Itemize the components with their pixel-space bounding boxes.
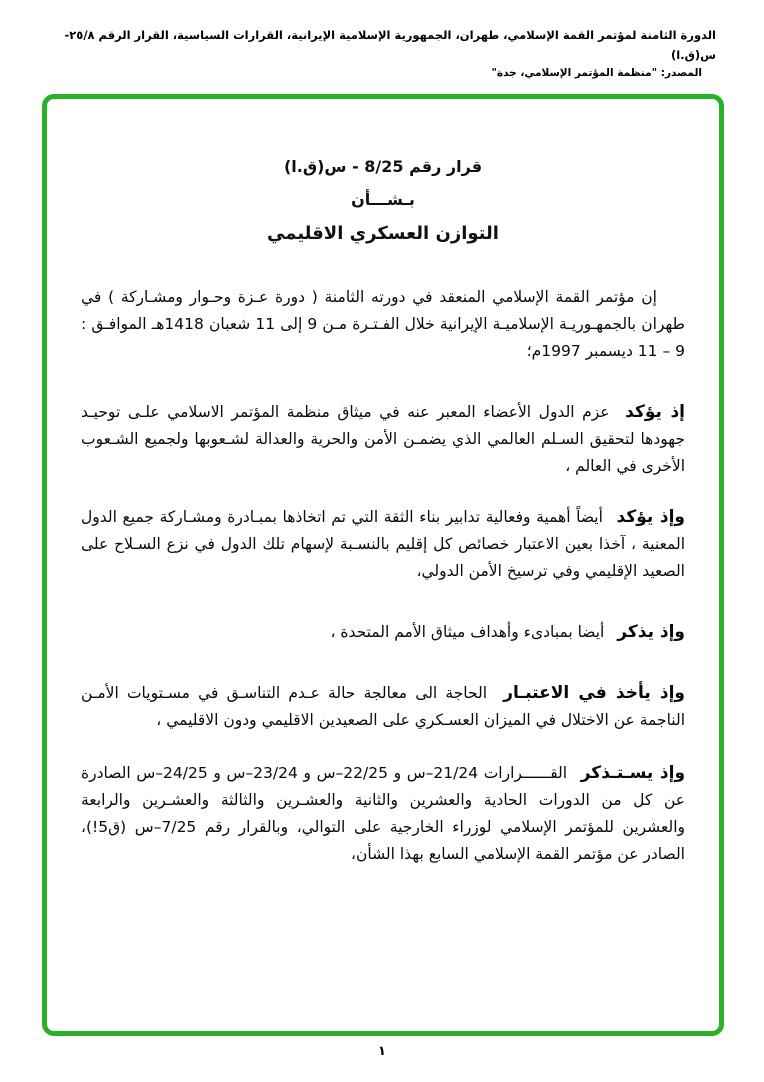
- clause-lead: إذ يؤكد: [625, 402, 685, 422]
- clause-lead: وإذ يؤكد: [616, 507, 685, 527]
- paragraph-clause: [81, 760, 685, 868]
- resolution-number-title: قرار رقم 8/25 - س(ق.ا): [283, 157, 483, 176]
- clause-lead: وإذ يذكر: [617, 622, 685, 642]
- header-citation-line: الدورة الثامنة لمؤتمر القمة الإسلامي، طهران، الجمهورية الإسلامية الإيرانية، القرارات السياسية، القرار الرقم ٢٥/٨-س(ق.ا): [64, 28, 716, 62]
- document-header: [0, 0, 764, 79]
- paragraph-text: الحاجة الى معالجة حالة عـدم التناسـق في مسـتويات الأمـن الناجمة عن الاختلال في الميزان العسـكري على الصعيدين الاقليمي ودون الاقليمي ،: [81, 684, 685, 729]
- paragraph-clause: [81, 619, 685, 646]
- paragraph-text: القــــــرارات 21/24–س و 22/25–س و 23/24–س و 24/25–س الصادرة عن كل من الدورات الحادية والعشرين والثانية والعشـرين والثالثة والعشـرين والرابعة والعشرين للمؤتمر الإسلامي لوزراء الخارجية على التوالي، وبالقرار رقم 7/25–س (ق5!)، الصادر عن مؤتمر القمة الإسلامي السابع بهذا الشأن،: [81, 764, 686, 863]
- paragraph-preamble: [81, 284, 685, 365]
- paragraph-clause: [81, 680, 685, 734]
- clause-lead: وإذ يسـتـذكر: [580, 763, 686, 783]
- paragraph-text: أيضا بمبادىء وأهداف ميثاق الأمم المتحدة ،: [330, 623, 605, 641]
- page-footer: [0, 1044, 764, 1059]
- header-source-line: المصدر: "منظمة المؤتمر الإسلامي، جدة": [491, 67, 702, 80]
- paragraph-text: أيضاً أهمية وفعالية تدابير بناء الثقة التي تم اتخاذها بمبـادرة ومشـاركة جميع الدول المعنية ، آخذا بعين الاعتبار خصائص كل إقليم بالنسـبة لإسهام تلك الدول في نزع السـلاح على الصعيد الإقليمي وفي ترسيخ الأمن الدولي،: [81, 508, 685, 580]
- paragraph-text: عزم الدول الأعضاء المعبر عنه في ميثاق منظمة المؤتمر الاسلامي علـى توحيـد جهودها لتحقيق السـلم العالمي الذي يضمـن الأمن والحرية والعدالة لشـعوبها ولجميع الشـعوب الأخرى في العالم ،: [81, 403, 685, 475]
- paragraph-clause: [81, 399, 685, 480]
- clause-lead: وإذ يأخذ في الاعتبـار: [503, 683, 685, 703]
- title-block: [81, 157, 685, 244]
- paragraph-clause: [81, 504, 685, 585]
- regarding-label: بـشـــأن: [351, 190, 415, 209]
- document-body: [81, 284, 685, 868]
- page-number: ١: [378, 1044, 386, 1059]
- green-border-frame: [42, 94, 724, 1036]
- resolution-subject-title: التوازن العسكري الاقليمي: [267, 223, 499, 244]
- paragraph-text: إن مؤتمر القمة الإسلامي المنعقد في دورته الثامنة ( دورة عـزة وحـوار ومشـاركة ) في طهران بالجمهـوريـة الإسلاميـة الإيرانية خلال الفـتـرة مـن 9 إلى 11 شعبان 1418هـ الموافـق : 9 – 11 ديسمبر 1997م؛: [81, 288, 685, 360]
